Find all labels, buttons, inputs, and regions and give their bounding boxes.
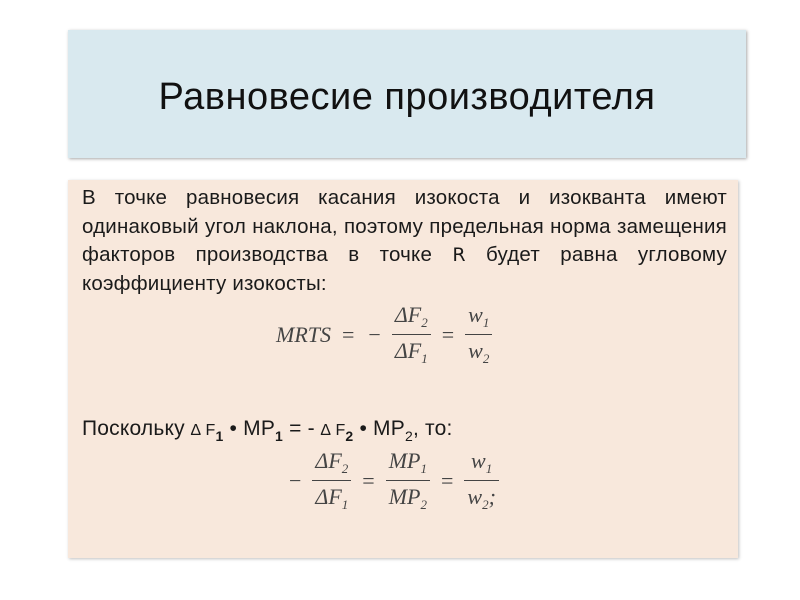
- price-ratio-fraction: [465, 302, 492, 367]
- semicolon: ;: [488, 484, 496, 510]
- mrts-label: MRTS: [276, 321, 331, 347]
- fraction-numerator: $\Delta F_2$: [315, 448, 349, 476]
- equals-sign: =: [362, 467, 375, 493]
- statement-line: Поскольку ∆ $F_1$ • $MP_1$ = - ∆ $F_2$ • $MP_2$, то:: [82, 417, 453, 444]
- point-label: R: [452, 244, 466, 266]
- equals-sign: =: [440, 467, 454, 493]
- fraction-denominator: $\Delta F_1$: [315, 484, 349, 513]
- fraction-numerator: $w_1$: [468, 302, 490, 330]
- delta-f-fraction: [392, 302, 431, 367]
- fraction-denominator: $w_2$: [468, 338, 490, 367]
- fraction-numerator: $\Delta F_2$: [394, 302, 428, 330]
- mrts-formula: [276, 302, 492, 367]
- title-box: [68, 30, 746, 158]
- marginal-product-fraction: [386, 448, 430, 513]
- equilibrium-formula: [286, 448, 499, 513]
- fraction-numerator: $MP_1$: [388, 448, 427, 476]
- delta-f-fraction: [312, 448, 351, 513]
- fraction-denominator: $MP_2$: [388, 484, 427, 513]
- equals-sign: =: [441, 321, 455, 347]
- fraction-numerator: $w_1$: [471, 448, 493, 476]
- paragraph-text-after: будет равна угловому коэффициенту изокосты:: [82, 243, 728, 295]
- definition-paragraph: [82, 184, 727, 298]
- minus-sign: −: [289, 467, 302, 493]
- price-ratio-fraction: [464, 448, 499, 513]
- content-box: [68, 180, 738, 558]
- fraction-denominator: $w_2$;: [467, 484, 496, 513]
- equals-sign: =: [342, 321, 355, 347]
- fraction-denominator: $\Delta F_1$: [394, 338, 428, 367]
- slide-title: Равновесие производителя: [158, 75, 656, 118]
- paragraph-text-before: В точке равновесия касания изокоста и изокванта имеют одинаковый угол наклона, поэтому предельная норма замещения факторов производства в точке: [82, 186, 727, 266]
- minus-sign: −: [368, 321, 381, 347]
